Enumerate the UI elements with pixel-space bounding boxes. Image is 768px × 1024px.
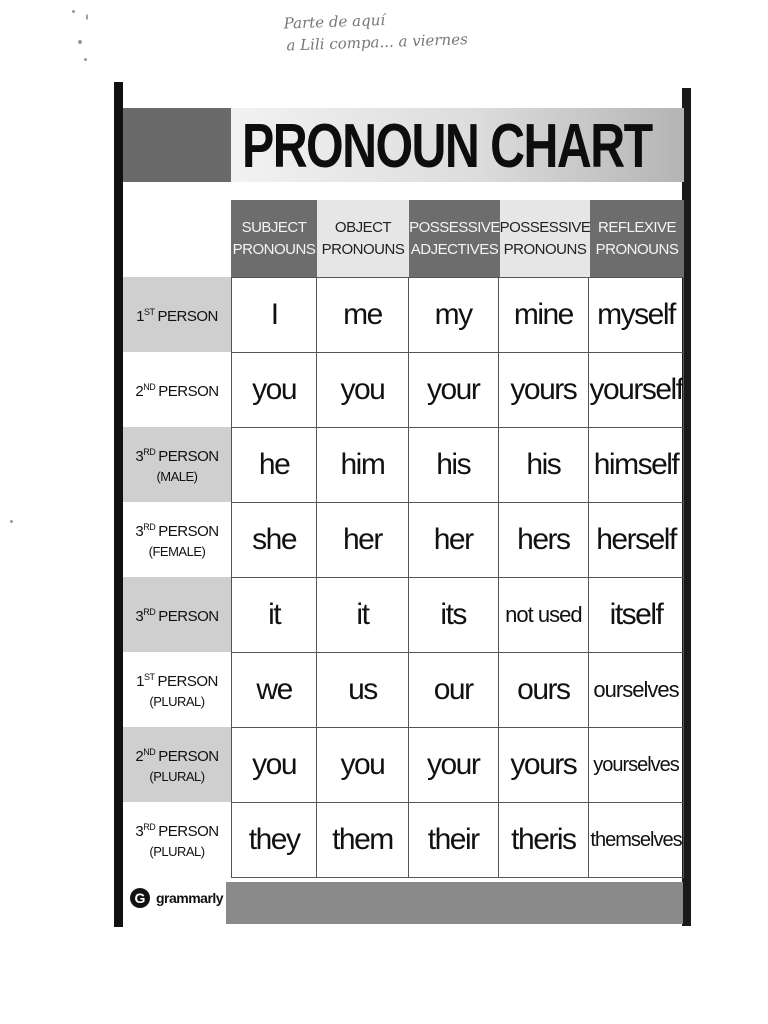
pronoun-cell: your xyxy=(408,353,498,428)
pronoun-cell: they xyxy=(232,803,317,878)
row-ordinal-suffix: RD xyxy=(143,822,156,832)
scan-speck xyxy=(10,520,13,523)
handwritten-line-2: a Lili compa... a viernes xyxy=(286,30,469,55)
row-label-text xyxy=(135,602,218,627)
row-label-text xyxy=(136,302,218,327)
pronoun-cell: our xyxy=(408,653,498,728)
row-person: PERSON xyxy=(158,748,219,765)
pronoun-cell: yours xyxy=(498,728,588,803)
row-ordinal-suffix: ND xyxy=(143,382,156,392)
row-label xyxy=(123,727,231,802)
row-label-text xyxy=(135,517,218,562)
row-note: (PLURAL) xyxy=(149,844,205,859)
pronoun-cell: him xyxy=(317,428,408,503)
scan-speck xyxy=(72,10,75,13)
row-ordinal: 2 xyxy=(135,748,144,765)
row-ordinal-suffix: RD xyxy=(143,522,156,532)
row-note: (PLURAL) xyxy=(149,769,205,784)
pronoun-table xyxy=(231,277,684,878)
pronoun-cell: me xyxy=(317,278,408,353)
footer-band xyxy=(226,882,683,924)
pronoun-cell: not used xyxy=(498,578,588,653)
pronoun-cell: she xyxy=(232,503,317,578)
pronoun-cell: it xyxy=(317,578,408,653)
pronoun-cell: themselves xyxy=(589,803,684,878)
row-ordinal-suffix: ST xyxy=(143,307,155,317)
row-person: PERSON xyxy=(158,608,219,625)
pronoun-cell: us xyxy=(317,653,408,728)
pronoun-cell: itself xyxy=(589,578,684,653)
row-ordinal: 1 xyxy=(136,673,144,690)
pronoun-cell: ourselves xyxy=(589,653,684,728)
table-row xyxy=(232,578,684,653)
pronoun-cell: yours xyxy=(498,353,588,428)
pronoun-chart-sheet xyxy=(114,82,692,927)
row-person: PERSON xyxy=(157,308,218,325)
pronoun-cell: her xyxy=(317,503,408,578)
table-row xyxy=(232,428,684,503)
chart-title: PRONOUN CHART xyxy=(242,112,652,181)
grammarly-logo-icon: G xyxy=(130,888,150,908)
row-ordinal: 2 xyxy=(135,383,144,400)
scan-speck xyxy=(84,58,87,61)
row-ordinal-suffix: RD xyxy=(143,447,156,457)
pronoun-cell: it xyxy=(232,578,317,653)
pronoun-cell: your xyxy=(408,728,498,803)
pronoun-cell: myself xyxy=(589,278,684,353)
scan-speck xyxy=(86,14,88,20)
pronoun-cell: her xyxy=(408,503,498,578)
row-ordinal: 3 xyxy=(135,523,144,540)
row-label xyxy=(123,352,231,427)
row-note: (PLURAL) xyxy=(149,694,205,709)
pronoun-cell: them xyxy=(317,803,408,878)
pronoun-cell: he xyxy=(232,428,317,503)
logo-text: grammarly xyxy=(156,890,224,906)
handwritten-note xyxy=(283,3,544,56)
pronoun-cell: their xyxy=(408,803,498,878)
row-label-text xyxy=(136,667,218,712)
pronoun-cell: you xyxy=(232,353,317,428)
row-label xyxy=(123,427,231,502)
pronoun-cell: I xyxy=(232,278,317,353)
row-note: (MALE) xyxy=(156,469,198,484)
row-ordinal: 3 xyxy=(135,823,144,840)
column-header-2: OBJECT PRONOUNS xyxy=(317,200,409,277)
row-ordinal: 3 xyxy=(135,448,144,465)
table-row xyxy=(232,803,684,878)
row-label-text xyxy=(135,442,218,487)
column-header-4: POSSESSIVE PRONOUNS xyxy=(500,200,590,277)
row-ordinal: 3 xyxy=(135,608,144,625)
row-person: PERSON xyxy=(157,673,218,690)
row-ordinal: 1 xyxy=(136,308,144,325)
pronoun-cell: herself xyxy=(589,503,684,578)
pronoun-cell: my xyxy=(408,278,498,353)
pronoun-cell: yourself xyxy=(589,353,684,428)
row-person: PERSON xyxy=(158,383,219,400)
row-label xyxy=(123,652,231,727)
column-header-1: SUBJECT PRONOUNS xyxy=(231,200,317,277)
pronoun-cell: hers xyxy=(498,503,588,578)
pronoun-cell: theris xyxy=(498,803,588,878)
table-row xyxy=(232,353,684,428)
pronoun-cell: we xyxy=(232,653,317,728)
row-label xyxy=(123,277,231,352)
column-header-3: POSSESSIVE ADJECTIVES xyxy=(409,200,500,277)
row-label-text xyxy=(135,817,218,862)
row-person: PERSON xyxy=(158,823,219,840)
pronoun-cell: you xyxy=(317,353,408,428)
scan-speck xyxy=(78,40,82,44)
pronoun-cell: his xyxy=(498,428,588,503)
row-ordinal-suffix: ND xyxy=(143,747,156,757)
row-label-text xyxy=(135,377,218,402)
row-ordinal-suffix: ST xyxy=(143,672,155,682)
row-ordinal-suffix: RD xyxy=(143,607,156,617)
pronoun-cell: ours xyxy=(498,653,588,728)
handwritten-line-1: Parte de aquí xyxy=(283,11,386,33)
row-label xyxy=(123,577,231,652)
row-label xyxy=(123,802,231,877)
row-person: PERSON xyxy=(158,523,219,540)
pronoun-cell: his xyxy=(408,428,498,503)
pronoun-cell: yourselves xyxy=(589,728,684,803)
row-label-text xyxy=(135,742,218,787)
table-row xyxy=(232,728,684,803)
row-note: (FEMALE) xyxy=(148,544,206,559)
pronoun-cell: you xyxy=(317,728,408,803)
left-edge-bar xyxy=(114,82,123,927)
column-header-row xyxy=(231,200,684,277)
table-row xyxy=(232,503,684,578)
title-band-dark xyxy=(123,108,231,182)
pronoun-cell: mine xyxy=(498,278,588,353)
pronoun-cell: himself xyxy=(589,428,684,503)
row-label xyxy=(123,502,231,577)
pronoun-cell: you xyxy=(232,728,317,803)
table-row xyxy=(232,653,684,728)
pronoun-cell: its xyxy=(408,578,498,653)
table-row xyxy=(232,278,684,353)
column-header-5: REFLEXIVE PRONOUNS xyxy=(590,200,684,277)
row-person: PERSON xyxy=(158,448,219,465)
grammarly-logo xyxy=(130,888,223,908)
